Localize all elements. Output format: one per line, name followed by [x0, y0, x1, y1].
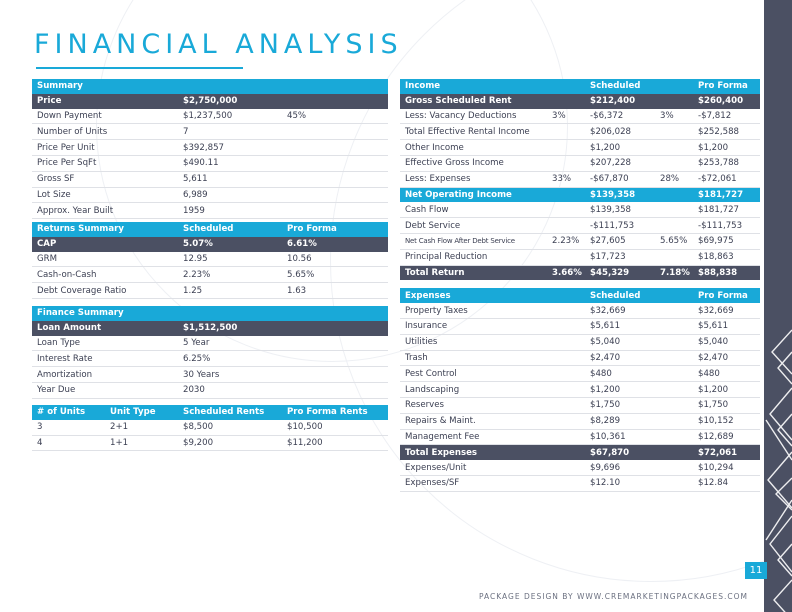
cell-value: 6,989 — [178, 187, 282, 203]
header-cell — [178, 306, 282, 321]
cell-label: Management Fee — [400, 429, 547, 445]
income-expenses-table — [400, 79, 760, 492]
cell-label: Price Per Unit — [32, 140, 178, 156]
table-row — [400, 382, 760, 398]
header-cell — [282, 306, 388, 321]
header-cell: Pro Forma — [282, 222, 388, 237]
cell-label: Lot Size — [32, 187, 178, 203]
header-cell: Scheduled Rents — [178, 405, 282, 420]
cell-value: Scheduled — [585, 79, 655, 94]
cell-value: $253,788 — [693, 155, 760, 171]
cell-percent: 3% — [547, 109, 585, 124]
table-row — [32, 203, 388, 219]
cell-extra — [282, 321, 388, 336]
cell-percent — [655, 475, 693, 491]
table-row — [400, 460, 760, 475]
cell-percent — [655, 140, 693, 156]
table-row — [400, 155, 760, 171]
cell-percent — [655, 249, 693, 265]
cell-value: $392,857 — [178, 140, 282, 156]
units-table — [32, 405, 388, 451]
cell-value: $1,200 — [585, 382, 655, 398]
cell-value: $18,863 — [693, 249, 760, 265]
cell-percent: 33% — [547, 171, 585, 187]
cell-label: Trash — [400, 350, 547, 366]
table-row — [400, 171, 760, 187]
cell-label: GRM — [32, 252, 178, 267]
cell-value: $32,669 — [585, 303, 655, 318]
table-row — [32, 336, 388, 351]
cell-label: Expenses/SF — [400, 475, 547, 491]
cell-value: $139,358 — [585, 187, 655, 202]
cell-value: $12.84 — [693, 475, 760, 491]
cell-value: $1,200 — [693, 382, 760, 398]
cell-extra: 45% — [282, 109, 388, 124]
cell-label: Approx. Year Built — [32, 203, 178, 219]
cell-value: $181,727 — [693, 187, 760, 202]
table-row-highlight — [400, 265, 760, 280]
spacer-cell — [585, 280, 655, 288]
cell-value: $139,358 — [585, 202, 655, 217]
table-header — [32, 79, 388, 94]
cell-value: $69,975 — [693, 233, 760, 249]
cell-percent — [547, 94, 585, 109]
spacer-cell — [547, 280, 585, 288]
table-row — [400, 413, 760, 429]
cell-extra — [282, 367, 388, 383]
cell-value: $260,400 — [693, 94, 760, 109]
cell-value: 30 Years — [178, 367, 282, 383]
header-cell: # of Units — [32, 405, 105, 420]
cell-label: Property Taxes — [400, 303, 547, 318]
table-row — [400, 397, 760, 413]
cell-value: 2030 — [178, 382, 282, 398]
cell-label: Amortization — [32, 367, 178, 383]
cell-value: $88,838 — [693, 265, 760, 280]
table-row — [400, 140, 760, 156]
table-row — [32, 283, 388, 299]
cell-percent — [655, 429, 693, 445]
table-row — [400, 202, 760, 217]
cell-percent — [655, 155, 693, 171]
cell-type: 1+1 — [105, 435, 178, 451]
cell-value: 1.25 — [178, 283, 282, 299]
cell-value: $45,329 — [585, 265, 655, 280]
table-row-highlight — [32, 237, 388, 252]
table-header — [32, 405, 388, 420]
header-cell: Returns Summary — [32, 222, 178, 237]
cell-value: $11,200 — [282, 435, 388, 451]
spacer-cell — [693, 280, 760, 288]
cell-value: 5 Year — [178, 336, 282, 351]
cell-label: Interest Rate — [32, 351, 178, 367]
table-row — [32, 420, 388, 435]
cell-label: Net Operating Income — [400, 187, 547, 202]
cell-percent — [655, 334, 693, 350]
cell-value: $1,512,500 — [178, 321, 282, 336]
cell-percent — [547, 79, 585, 94]
cell-value: $8,289 — [585, 413, 655, 429]
cell-type: 2+1 — [105, 420, 178, 435]
cell-value: 7 — [178, 124, 282, 140]
table-row — [400, 233, 760, 249]
table-header — [400, 79, 760, 94]
cell-value: $10,152 — [693, 413, 760, 429]
cell-units: 4 — [32, 435, 105, 451]
cell-value: $206,028 — [585, 124, 655, 140]
cell-percent — [547, 303, 585, 318]
summary-table — [32, 79, 388, 219]
table-row — [400, 429, 760, 445]
cell-value: $32,669 — [693, 303, 760, 318]
cell-value: $5,040 — [585, 334, 655, 350]
cell-label: Effective Gross Income — [400, 155, 547, 171]
cell-value: $480 — [693, 366, 760, 382]
cell-value: Pro Forma — [693, 288, 760, 303]
cell-percent — [547, 366, 585, 382]
cell-value: 6.25% — [178, 351, 282, 367]
header-cell — [282, 79, 388, 94]
table-row-highlight — [32, 321, 388, 336]
cell-label: Other Income — [400, 140, 547, 156]
cell-label: Income — [400, 79, 547, 94]
cell-percent — [655, 445, 693, 460]
cell-extra — [282, 351, 388, 367]
cell-percent — [655, 397, 693, 413]
table-row — [32, 155, 388, 171]
cell-label: Total Return — [400, 265, 547, 280]
cell-label: Expenses/Unit — [400, 460, 547, 475]
cell-value: $1,237,500 — [178, 109, 282, 124]
cell-label: Gross SF — [32, 171, 178, 187]
cell-label: Principal Reduction — [400, 249, 547, 265]
title-underline — [36, 67, 243, 69]
cell-percent: 3% — [655, 109, 693, 124]
cell-value: $2,470 — [585, 350, 655, 366]
cell-value: $67,870 — [585, 445, 655, 460]
cell-value: $5,040 — [693, 334, 760, 350]
table-row — [32, 382, 388, 398]
cell-label: Year Due — [32, 382, 178, 398]
cell-value: $5,611 — [693, 318, 760, 334]
cell-extra — [282, 171, 388, 187]
cell-label: Down Payment — [32, 109, 178, 124]
cell-percent — [655, 382, 693, 398]
cell-value: Pro Forma — [693, 79, 760, 94]
cell-percent — [547, 155, 585, 171]
header-cell — [178, 79, 282, 94]
table-row — [32, 171, 388, 187]
cell-extra — [282, 140, 388, 156]
cell-label: CAP — [32, 237, 178, 252]
cell-percent: 7.18% — [655, 265, 693, 280]
cell-value: Scheduled — [585, 288, 655, 303]
cell-value: 6.61% — [282, 237, 388, 252]
cell-label: Less: Expenses — [400, 171, 547, 187]
cell-label: Pest Control — [400, 366, 547, 382]
cell-label: Debt Coverage Ratio — [32, 283, 178, 299]
cell-value: $10,361 — [585, 429, 655, 445]
cell-value: $17,723 — [585, 249, 655, 265]
cell-value: $2,750,000 — [178, 94, 282, 109]
cell-extra — [282, 94, 388, 109]
cell-value: 1959 — [178, 203, 282, 219]
cell-value: 2.23% — [178, 267, 282, 283]
cell-percent — [547, 140, 585, 156]
cell-extra — [282, 124, 388, 140]
cell-label: Number of Units — [32, 124, 178, 140]
cell-value: $490.11 — [178, 155, 282, 171]
table-row — [400, 109, 760, 124]
cell-value: $27,605 — [585, 233, 655, 249]
cell-value: $252,588 — [693, 124, 760, 140]
table-row — [32, 187, 388, 203]
header-cell: Scheduled — [178, 222, 282, 237]
table-row — [32, 252, 388, 267]
cell-label: Utilities — [400, 334, 547, 350]
cell-percent — [655, 187, 693, 202]
cell-extra — [282, 336, 388, 351]
cell-percent — [655, 460, 693, 475]
cell-percent — [547, 249, 585, 265]
cell-percent — [547, 288, 585, 303]
header-cell: Unit Type — [105, 405, 178, 420]
table-row-highlight — [400, 445, 760, 460]
cell-label: Expenses — [400, 288, 547, 303]
cell-value: 1.63 — [282, 283, 388, 299]
section-spacer — [400, 280, 760, 288]
page-title: FINANCIAL ANALYSIS — [34, 29, 403, 60]
returns-summary-table — [32, 222, 388, 299]
cell-percent — [655, 218, 693, 234]
cell-percent — [547, 475, 585, 491]
table-row-highlight — [400, 94, 760, 109]
cell-percent — [655, 413, 693, 429]
table-header — [32, 222, 388, 237]
cell-percent — [547, 460, 585, 475]
cell-percent — [655, 366, 693, 382]
cell-value: $8,500 — [178, 420, 282, 435]
cell-value: -$67,870 — [585, 171, 655, 187]
table-row — [32, 351, 388, 367]
table-row — [400, 124, 760, 140]
cell-value: $212,400 — [585, 94, 655, 109]
table-row — [32, 367, 388, 383]
cell-value: -$111,753 — [693, 218, 760, 234]
cell-percent — [547, 218, 585, 234]
cell-value: $181,727 — [693, 202, 760, 217]
cell-value: $1,750 — [585, 397, 655, 413]
cell-value: $10,500 — [282, 420, 388, 435]
cell-percent — [655, 350, 693, 366]
table-row — [400, 350, 760, 366]
cell-percent — [547, 334, 585, 350]
cell-value: $5,611 — [585, 318, 655, 334]
cell-percent: 3.66% — [547, 265, 585, 280]
cell-label: Loan Amount — [32, 321, 178, 336]
table-row — [32, 435, 388, 451]
cell-value: $72,061 — [693, 445, 760, 460]
cell-label: Cash Flow — [400, 202, 547, 217]
cell-label: Cash-on-Cash — [32, 267, 178, 283]
cell-percent — [655, 124, 693, 140]
cell-value: $1,200 — [693, 140, 760, 156]
cell-value: -$72,061 — [693, 171, 760, 187]
cell-percent — [655, 94, 693, 109]
cell-value: 5.07% — [178, 237, 282, 252]
cell-label: Loan Type — [32, 336, 178, 351]
cell-extra — [282, 187, 388, 203]
cell-extra — [282, 155, 388, 171]
cell-value: 10.56 — [282, 252, 388, 267]
chevron-pattern-icon — [764, 0, 792, 612]
cell-value: 12.95 — [178, 252, 282, 267]
cell-percent — [655, 79, 693, 94]
cell-percent: 2.23% — [547, 233, 585, 249]
cell-label: Gross Scheduled Rent — [400, 94, 547, 109]
header-cell: Summary — [32, 79, 178, 94]
page-number: 11 — [745, 562, 767, 579]
cell-percent — [547, 445, 585, 460]
cell-percent — [547, 413, 585, 429]
cell-percent — [547, 397, 585, 413]
cell-value: $10,294 — [693, 460, 760, 475]
table-row — [32, 267, 388, 283]
cell-label: Net Cash Flow After Debt Service — [400, 233, 547, 249]
cell-value: $1,750 — [693, 397, 760, 413]
table-row — [32, 124, 388, 140]
cell-percent: 5.65% — [655, 233, 693, 249]
cell-label: Landscaping — [400, 382, 547, 398]
table-row — [32, 109, 388, 124]
sidebar-band — [764, 0, 792, 612]
cell-value: $9,200 — [178, 435, 282, 451]
cell-label: Total Effective Rental Income — [400, 124, 547, 140]
cell-label: Total Expenses — [400, 445, 547, 460]
cell-label: Insurance — [400, 318, 547, 334]
cell-percent: 28% — [655, 171, 693, 187]
finance-summary-table — [32, 306, 388, 399]
cell-percent — [547, 350, 585, 366]
cell-label: Less: Vacancy Deductions — [400, 109, 547, 124]
cell-value: 5.65% — [282, 267, 388, 283]
footer-credit: PACKAGE DESIGN BY WWW.CREMARKETINGPACKAGES.COM — [478, 592, 748, 601]
cell-percent — [547, 202, 585, 217]
cell-label: Debt Service — [400, 218, 547, 234]
cell-label: Reserves — [400, 397, 547, 413]
cell-label: Price — [32, 94, 178, 109]
cell-percent — [547, 124, 585, 140]
spacer-cell — [655, 280, 693, 288]
table-row — [400, 366, 760, 382]
cell-value: $9,696 — [585, 460, 655, 475]
table-row — [400, 303, 760, 318]
cell-percent — [547, 382, 585, 398]
table-row — [32, 140, 388, 156]
table-row — [400, 318, 760, 334]
cell-value: -$6,372 — [585, 109, 655, 124]
cell-percent — [655, 318, 693, 334]
table-row-highlight — [32, 94, 388, 109]
cell-extra — [282, 382, 388, 398]
cell-percent — [547, 318, 585, 334]
header-cell: Finance Summary — [32, 306, 178, 321]
cell-percent — [655, 288, 693, 303]
cell-value: $12.10 — [585, 475, 655, 491]
table-row — [400, 249, 760, 265]
cell-value: 5,611 — [178, 171, 282, 187]
cell-value: $207,228 — [585, 155, 655, 171]
cell-label: Price Per SqFt — [32, 155, 178, 171]
cell-label: Repairs & Maint. — [400, 413, 547, 429]
cell-value: $1,200 — [585, 140, 655, 156]
table-header — [32, 306, 388, 321]
table-row — [400, 475, 760, 491]
cell-value: $2,470 — [693, 350, 760, 366]
cell-percent — [547, 187, 585, 202]
cell-percent — [655, 202, 693, 217]
cell-percent — [655, 303, 693, 318]
cell-value: -$7,812 — [693, 109, 760, 124]
spacer-cell — [400, 280, 547, 288]
cell-extra — [282, 203, 388, 219]
table-row — [400, 334, 760, 350]
cell-units: 3 — [32, 420, 105, 435]
cell-percent — [547, 429, 585, 445]
cell-value: -$111,753 — [585, 218, 655, 234]
table-row-highlight — [400, 187, 760, 202]
cell-value: $480 — [585, 366, 655, 382]
header-cell: Pro Forma Rents — [282, 405, 388, 420]
table-header — [400, 288, 760, 303]
table-row — [400, 218, 760, 234]
cell-value: $12,689 — [693, 429, 760, 445]
